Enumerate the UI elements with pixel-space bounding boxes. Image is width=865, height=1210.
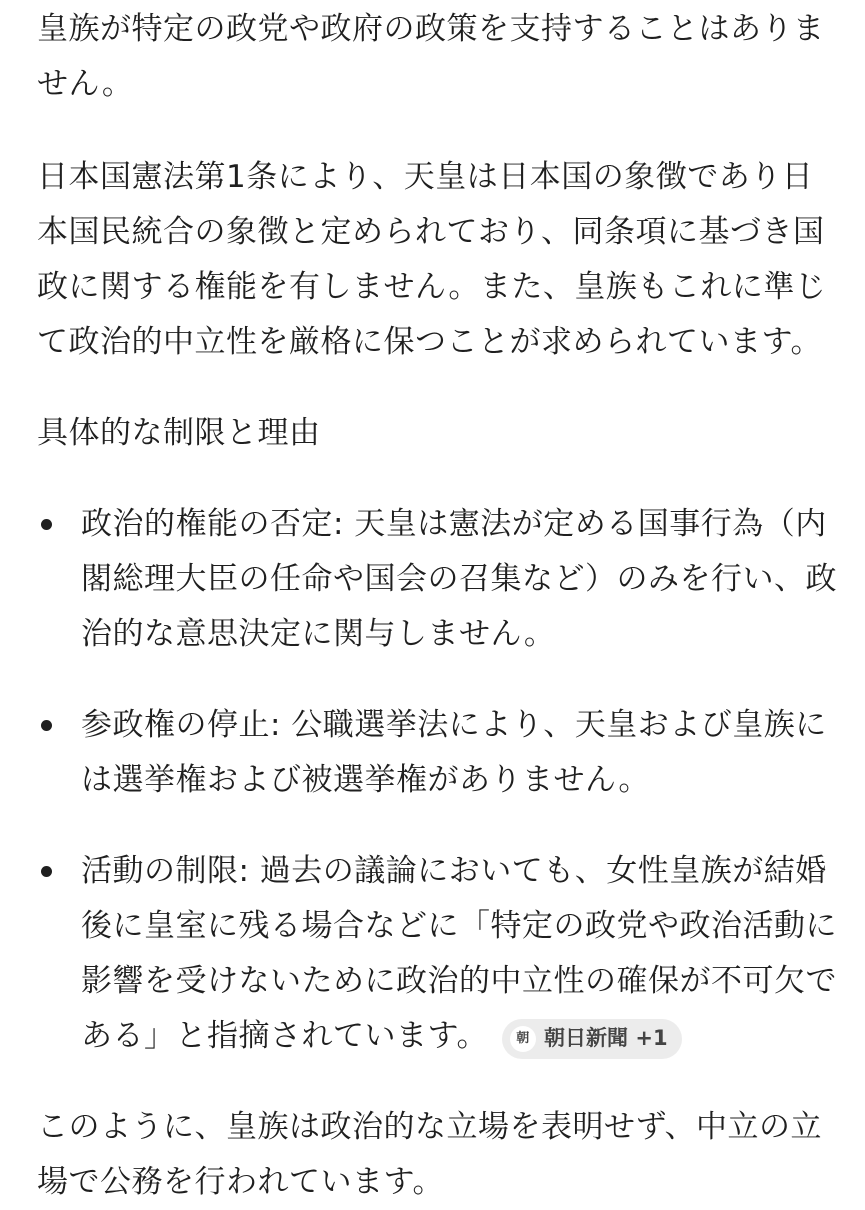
list-item-text: 公職選挙法により、天皇および皇族には選挙権および被選挙権がありません。 xyxy=(81,707,827,798)
list-item-suffrage xyxy=(37,698,837,808)
list-item-activity-limits xyxy=(37,844,837,1064)
list-item-term: 活動の制限: xyxy=(81,853,250,889)
section-heading: 具体的な制限と理由 xyxy=(37,415,321,451)
constitution-paragraph: 日本国憲法第1条により、天皇は日本国の象徴であり日本国民統合の象徴と定められており、同条項に基づき国政に関する権能を有しません。また、皇族もこれに準じて政治的中立性を厳格に保つことが求められています。 xyxy=(37,159,827,360)
intro-paragraph: 皇族が特定の政党や政府の政策を支持することはありません。 xyxy=(37,11,825,102)
list-item-political-power xyxy=(37,497,837,662)
citation-label: 朝日新聞 +1 xyxy=(544,1026,668,1050)
citation-chip[interactable] xyxy=(502,1019,682,1059)
response-content xyxy=(37,2,837,1210)
list-item-term: 政治的権能の否定: xyxy=(81,506,344,542)
reasons-list xyxy=(37,497,837,1064)
newspaper-favicon-icon: 朝 xyxy=(510,1026,536,1052)
list-item-text: 過去の議論においても、女性皇族が結婚後に皇室に残る場合などに「特定の政党や政治活動に影響を受けないために政治的中立性の確保が不可欠である」と指摘されています。 xyxy=(81,853,837,1054)
conclusion-paragraph: このように、皇族は政治的な立場を表明せず、中立の立場で公務を行われています。 xyxy=(37,1109,823,1200)
list-item-term: 参政権の停止: xyxy=(81,707,281,743)
list-item-text: 天皇は憲法が定める国事行為（内閣総理大臣の任命や国会の召集など）のみを行い、政治的な意思決定に関与しません。 xyxy=(81,506,837,652)
